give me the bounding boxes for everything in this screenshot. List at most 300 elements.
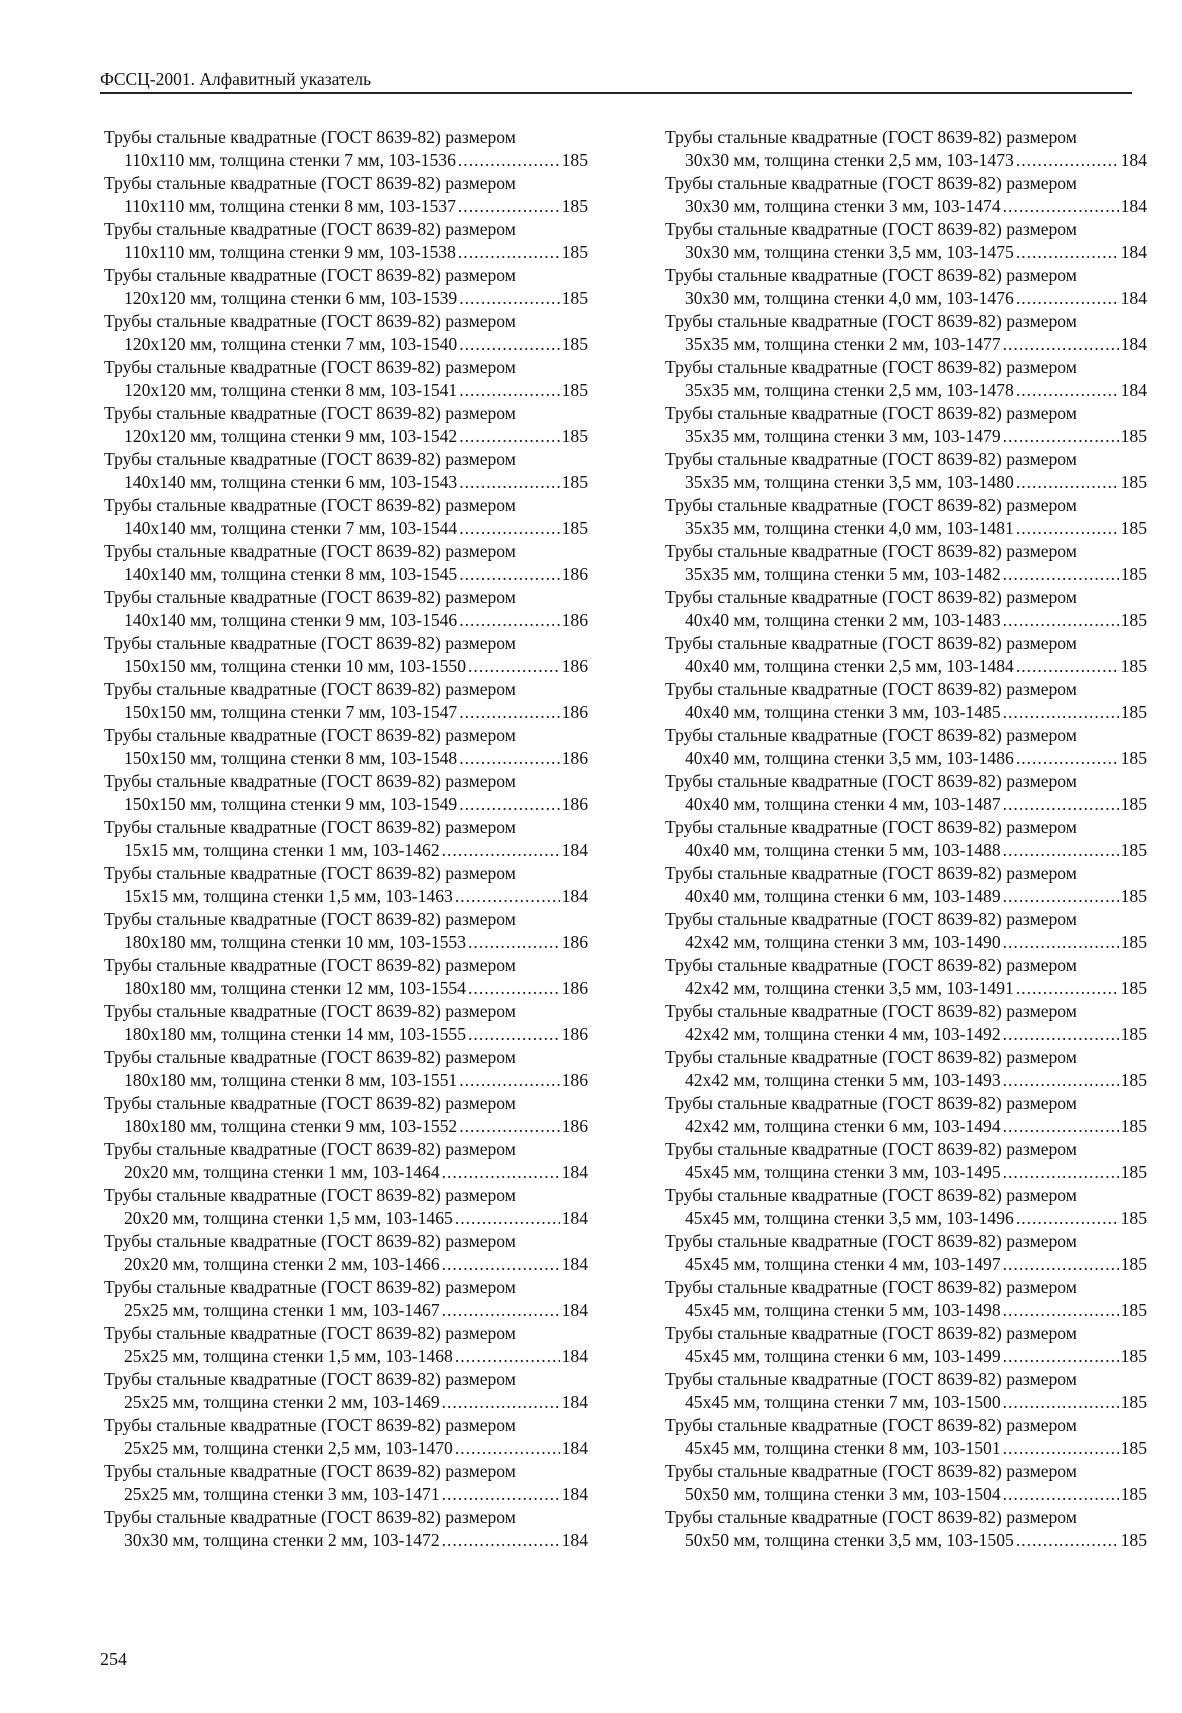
entry-detail: 40x40 мм, толщина стенки 2,5 мм, 103-1484: [685, 656, 1014, 676]
entry-title: Трубы стальные квадратные (ГОСТ 8639-82) размером: [665, 1047, 1077, 1067]
entry-detail-line: [665, 1253, 1147, 1276]
entry-detail-line: [665, 609, 1147, 632]
index-entry: [665, 1460, 1147, 1506]
dot-leader: [1003, 1483, 1119, 1506]
entry-detail: 110x110 мм, толщина стенки 9 мм, 103-1538: [124, 242, 456, 262]
entry-page-number: 185: [1120, 978, 1147, 998]
entry-detail: 35x35 мм, толщина стенки 2 мм, 103-1477: [685, 334, 1001, 354]
entry-title: Трубы стальные квадратные (ГОСТ 8639-82) размером: [104, 1415, 516, 1435]
entry-title: Трубы стальные квадратные (ГОСТ 8639-82) размером: [104, 219, 516, 239]
index-column-right: [665, 126, 1147, 1552]
dot-leader: [1003, 1023, 1119, 1046]
index-entry: [104, 632, 588, 678]
page-number: 254: [100, 1649, 127, 1669]
entry-detail-line: [104, 1115, 588, 1138]
entry-page-number: 184: [561, 1438, 588, 1458]
entry-detail-line: [104, 1529, 588, 1552]
entry-detail: 35x35 мм, толщина стенки 4,0 мм, 103-1481: [685, 518, 1014, 538]
dot-leader: [442, 1299, 560, 1322]
entry-detail: 120x120 мм, толщина стенки 9 мм, 103-1542: [124, 426, 458, 446]
index-entry: [665, 586, 1147, 632]
entry-detail: 180x180 мм, толщина стенки 8 мм, 103-1551: [124, 1070, 458, 1090]
dot-leader: [1016, 287, 1119, 310]
entry-detail-line: [665, 287, 1147, 310]
entry-title: Трубы стальные квадратные (ГОСТ 8639-82) размером: [665, 1231, 1077, 1251]
dot-leader: [459, 425, 559, 448]
entry-detail: 25x25 мм, толщина стенки 1 мм, 103-1467: [124, 1300, 440, 1320]
entry-page-number: 185: [1120, 932, 1147, 952]
entry-detail: 42x42 мм, толщина стенки 4 мм, 103-1492: [685, 1024, 1001, 1044]
index-entry: [104, 218, 588, 264]
entry-title: Трубы стальные квадратные (ГОСТ 8639-82) размером: [104, 127, 516, 147]
entry-title: Трубы стальные квадратные (ГОСТ 8639-82) размером: [665, 1185, 1077, 1205]
entry-detail: 45x45 мм, толщина стенки 6 мм, 103-1499: [685, 1346, 1001, 1366]
entry-page-number: 185: [1120, 1346, 1147, 1366]
entry-detail: 180x180 мм, толщина стенки 14 мм, 103-1555: [124, 1024, 467, 1044]
entry-detail: 40x40 мм, толщина стенки 4 мм, 103-1487: [685, 794, 1001, 814]
entry-detail-line: [665, 793, 1147, 816]
entry-detail-line: [104, 1023, 588, 1046]
entry-page-number: 185: [561, 472, 588, 492]
entry-title: Трубы стальные квадратные (ГОСТ 8639-82) размером: [104, 1047, 516, 1067]
entry-page-number: 186: [561, 610, 588, 630]
entry-page-number: 185: [1120, 886, 1147, 906]
entry-title: Трубы стальные квадратные (ГОСТ 8639-82) размером: [665, 817, 1077, 837]
entry-detail-line: [665, 149, 1147, 172]
entry-page-number: 184: [561, 1254, 588, 1274]
entry-detail: 25x25 мм, толщина стенки 2,5 мм, 103-1470: [124, 1438, 453, 1458]
entry-page-number: 185: [1120, 472, 1147, 492]
entry-detail: 110x110 мм, толщина стенки 8 мм, 103-1537: [124, 196, 456, 216]
dot-leader: [1016, 1529, 1119, 1552]
entry-title: Трубы стальные квадратные (ГОСТ 8639-82) размером: [665, 173, 1077, 193]
entry-page-number: 186: [561, 748, 588, 768]
entry-title: Трубы стальные квадратные (ГОСТ 8639-82) размером: [104, 173, 516, 193]
entry-title: Трубы стальные квадратные (ГОСТ 8639-82) размером: [665, 909, 1077, 929]
index-entry: [665, 1184, 1147, 1230]
entry-detail-line: [104, 379, 588, 402]
entry-detail-line: [104, 241, 588, 264]
entry-page-number: 184: [1120, 196, 1147, 216]
entry-title: Трубы стальные квадратные (ГОСТ 8639-82) размером: [104, 1231, 516, 1251]
entry-page-number: 185: [561, 334, 588, 354]
dot-leader: [1003, 563, 1119, 586]
dot-leader: [455, 1207, 560, 1230]
index-entry: [104, 1506, 588, 1552]
entry-detail: 120x120 мм, толщина стенки 8 мм, 103-1541: [124, 380, 458, 400]
entry-page-number: 184: [561, 1346, 588, 1366]
entry-title: Трубы стальные квадратные (ГОСТ 8639-82) размером: [104, 1185, 516, 1205]
dot-leader: [458, 241, 560, 264]
entry-title: Трубы стальные квадратные (ГОСТ 8639-82) размером: [665, 311, 1077, 331]
dot-leader: [455, 885, 560, 908]
entry-detail: 40x40 мм, толщина стенки 2 мм, 103-1483: [685, 610, 1001, 630]
index-entry: [665, 632, 1147, 678]
dot-leader: [1003, 1253, 1119, 1276]
header-title: ФССЦ-2001. Алфавитный указатель: [100, 69, 372, 89]
index-entry: [665, 1322, 1147, 1368]
dot-leader: [1003, 839, 1119, 862]
index-entry: [665, 1276, 1147, 1322]
dot-leader: [1003, 333, 1119, 356]
index-entry: [104, 586, 588, 632]
entry-title: Трубы стальные квадратные (ГОСТ 8639-82) размером: [665, 1093, 1077, 1113]
entry-detail-line: [665, 747, 1147, 770]
index-entry: [104, 1322, 588, 1368]
entry-page-number: 185: [561, 426, 588, 446]
entry-detail: 45x45 мм, толщина стенки 7 мм, 103-1500: [685, 1392, 1001, 1412]
entry-detail: 20x20 мм, толщина стенки 1,5 мм, 103-1465: [124, 1208, 453, 1228]
entry-detail: 120x120 мм, толщина стенки 6 мм, 103-1539: [124, 288, 458, 308]
entry-title: Трубы стальные квадратные (ГОСТ 8639-82) размером: [104, 679, 516, 699]
dot-leader: [459, 609, 559, 632]
entry-title: Трубы стальные квадратные (ГОСТ 8639-82) размером: [665, 1001, 1077, 1021]
entry-page-number: 185: [1120, 1162, 1147, 1182]
entry-page-number: 185: [1120, 564, 1147, 584]
entry-detail-line: [104, 563, 588, 586]
index-entry: [104, 540, 588, 586]
entry-detail-line: [104, 931, 588, 954]
entry-title: Трубы стальные квадратные (ГОСТ 8639-82) размером: [104, 633, 516, 653]
dot-leader: [442, 839, 560, 862]
index-entry: [665, 356, 1147, 402]
entry-detail: 15x15 мм, толщина стенки 1,5 мм, 103-1463: [124, 886, 453, 906]
entry-title: Трубы стальные квадратные (ГОСТ 8639-82) размером: [665, 725, 1077, 745]
entry-title: Трубы стальные квадратные (ГОСТ 8639-82) размером: [104, 449, 516, 469]
dot-leader: [468, 1023, 560, 1046]
entry-page-number: 184: [561, 1392, 588, 1412]
entry-detail-line: [665, 1299, 1147, 1322]
dot-leader: [1003, 1345, 1119, 1368]
entry-detail-line: [665, 471, 1147, 494]
index-entry: [665, 678, 1147, 724]
index-entry: [104, 310, 588, 356]
entry-title: Трубы стальные квадратные (ГОСТ 8639-82) размером: [665, 1323, 1077, 1343]
entry-detail-line: [665, 701, 1147, 724]
index-entry: [665, 1138, 1147, 1184]
entry-detail: 15x15 мм, толщина стенки 1 мм, 103-1462: [124, 840, 440, 860]
dot-leader: [1003, 1391, 1119, 1414]
entry-title: Трубы стальные квадратные (ГОСТ 8639-82) размером: [665, 1277, 1077, 1297]
entry-detail: 180x180 мм, толщина стенки 9 мм, 103-1552: [124, 1116, 458, 1136]
entry-detail-line: [665, 1437, 1147, 1460]
entry-page-number: 184: [561, 1208, 588, 1228]
dot-leader: [459, 563, 559, 586]
entry-title: Трубы стальные квадратные (ГОСТ 8639-82) размером: [104, 1093, 516, 1113]
index-entry: [104, 954, 588, 1000]
entry-page-number: 185: [1120, 1530, 1147, 1550]
entry-detail: 42x42 мм, толщина стенки 5 мм, 103-1493: [685, 1070, 1001, 1090]
index-entry: [665, 770, 1147, 816]
dot-leader: [459, 379, 559, 402]
dot-leader: [442, 1483, 560, 1506]
entry-title: Трубы стальные квадратные (ГОСТ 8639-82) размером: [104, 1277, 516, 1297]
entry-page-number: 185: [1120, 748, 1147, 768]
dot-leader: [1003, 1437, 1119, 1460]
entry-title: Трубы стальные квадратные (ГОСТ 8639-82) размером: [665, 495, 1077, 515]
index-entry: [665, 1506, 1147, 1552]
entry-detail-line: [104, 839, 588, 862]
entry-title: Трубы стальные квадратные (ГОСТ 8639-82) размером: [104, 909, 516, 929]
index-entry: [104, 1000, 588, 1046]
entry-title: Трубы стальные квадратные (ГОСТ 8639-82) размером: [665, 1139, 1077, 1159]
entry-page-number: 185: [1120, 1116, 1147, 1136]
entry-title: Трубы стальные квадратные (ГОСТ 8639-82) размером: [104, 1369, 516, 1389]
dot-leader: [1003, 793, 1119, 816]
entry-detail-line: [665, 517, 1147, 540]
entry-detail-line: [104, 195, 588, 218]
index-entry: [104, 678, 588, 724]
dot-leader: [468, 655, 560, 678]
dot-leader: [1003, 1069, 1119, 1092]
entry-detail-line: [104, 1299, 588, 1322]
index-entry: [665, 862, 1147, 908]
entry-title: Трубы стальные квадратные (ГОСТ 8639-82) размером: [104, 1139, 516, 1159]
entry-detail: 140x140 мм, толщина стенки 7 мм, 103-1544: [124, 518, 458, 538]
entry-detail-line: [104, 1345, 588, 1368]
entry-detail-line: [104, 517, 588, 540]
dot-leader: [459, 287, 559, 310]
dot-leader: [1016, 517, 1119, 540]
entry-title: Трубы стальные квадратные (ГОСТ 8639-82) размером: [665, 265, 1077, 285]
entry-detail-line: [665, 1207, 1147, 1230]
dot-leader: [459, 471, 559, 494]
entry-title: Трубы стальные квадратные (ГОСТ 8639-82) размером: [665, 403, 1077, 423]
entry-detail-line: [665, 931, 1147, 954]
entry-detail: 45x45 мм, толщина стенки 4 мм, 103-1497: [685, 1254, 1001, 1274]
entry-detail-line: [104, 1391, 588, 1414]
index-entry: [104, 356, 588, 402]
entry-page-number: 185: [561, 380, 588, 400]
entry-detail-line: [665, 977, 1147, 1000]
entry-page-number: 185: [561, 288, 588, 308]
entry-detail-line: [104, 333, 588, 356]
entry-title: Трубы стальные квадратные (ГОСТ 8639-82) размером: [665, 771, 1077, 791]
index-entry: [104, 1368, 588, 1414]
dot-leader: [1003, 425, 1119, 448]
entry-detail: 42x42 мм, толщина стенки 6 мм, 103-1494: [685, 1116, 1001, 1136]
entry-page-number: 185: [1120, 702, 1147, 722]
index-entry: [665, 1230, 1147, 1276]
entry-detail-line: [104, 701, 588, 724]
entry-detail: 30x30 мм, толщина стенки 3,5 мм, 103-1475: [685, 242, 1014, 262]
index-entry: [665, 1368, 1147, 1414]
dot-leader: [1003, 701, 1119, 724]
entry-page-number: 185: [1120, 1208, 1147, 1228]
dot-leader: [1016, 747, 1119, 770]
index-entry: [104, 126, 588, 172]
entry-detail: 50x50 мм, толщина стенки 3,5 мм, 103-1505: [685, 1530, 1014, 1550]
index-entry: [665, 540, 1147, 586]
entry-detail: 40x40 мм, толщина стенки 3,5 мм, 103-1486: [685, 748, 1014, 768]
entry-detail: 45x45 мм, толщина стенки 3 мм, 103-1495: [685, 1162, 1001, 1182]
entry-detail-line: [104, 609, 588, 632]
entry-detail: 50x50 мм, толщина стенки 3 мм, 103-1504: [685, 1484, 1001, 1504]
entry-detail-line: [665, 1345, 1147, 1368]
index-entry: [104, 494, 588, 540]
entry-title: Трубы стальные квадратные (ГОСТ 8639-82) размером: [104, 495, 516, 515]
entry-detail: 40x40 мм, толщина стенки 5 мм, 103-1488: [685, 840, 1001, 860]
entry-page-number: 186: [561, 564, 588, 584]
entry-detail: 40x40 мм, толщина стенки 3 мм, 103-1485: [685, 702, 1001, 722]
entry-detail-line: [665, 241, 1147, 264]
entry-detail-line: [104, 1069, 588, 1092]
entry-page-number: 185: [1120, 518, 1147, 538]
entry-page-number: 186: [561, 702, 588, 722]
index-entry: [104, 908, 588, 954]
entry-page-number: 185: [1120, 1254, 1147, 1274]
entry-detail: 140x140 мм, толщина стенки 6 мм, 103-1543: [124, 472, 458, 492]
index-column-left: [104, 126, 588, 1552]
entry-title: Трубы стальные квадратные (ГОСТ 8639-82) размером: [665, 541, 1077, 561]
entry-page-number: 186: [561, 656, 588, 676]
entry-detail-line: [104, 793, 588, 816]
entry-detail-line: [665, 655, 1147, 678]
entry-detail-line: [665, 379, 1147, 402]
dot-leader: [1016, 149, 1119, 172]
entry-detail: 150x150 мм, толщина стенки 9 мм, 103-1549: [124, 794, 458, 814]
entry-detail-line: [665, 1391, 1147, 1414]
entry-detail-line: [665, 1483, 1147, 1506]
dot-leader: [1003, 1299, 1119, 1322]
dot-leader: [459, 747, 559, 770]
index-entry: [104, 402, 588, 448]
entry-detail-line: [104, 149, 588, 172]
index-entry: [104, 1184, 588, 1230]
entry-page-number: 184: [1120, 242, 1147, 262]
entry-page-number: 186: [561, 794, 588, 814]
entry-detail-line: [665, 425, 1147, 448]
entry-title: Трубы стальные квадратные (ГОСТ 8639-82) размером: [104, 357, 516, 377]
entry-detail-line: [665, 1529, 1147, 1552]
entry-page-number: 184: [561, 1530, 588, 1550]
entry-page-number: 185: [1120, 1024, 1147, 1044]
entry-title: Трубы стальные квадратные (ГОСТ 8639-82) размером: [665, 219, 1077, 239]
entry-page-number: 186: [561, 1070, 588, 1090]
entry-detail-line: [665, 1069, 1147, 1092]
dot-leader: [458, 149, 560, 172]
entry-title: Трубы стальные квадратные (ГОСТ 8639-82) размером: [665, 357, 1077, 377]
entry-title: Трубы стальные квадратные (ГОСТ 8639-82) размером: [665, 955, 1077, 975]
entry-detail: 45x45 мм, толщина стенки 5 мм, 103-1498: [685, 1300, 1001, 1320]
entry-page-number: 186: [561, 1024, 588, 1044]
index-entry: [104, 724, 588, 770]
entry-detail-line: [104, 1207, 588, 1230]
entry-detail: 150x150 мм, толщина стенки 10 мм, 103-1550: [124, 656, 467, 676]
entry-page-number: 185: [1120, 426, 1147, 446]
entry-title: Трубы стальные квадратные (ГОСТ 8639-82) размером: [665, 587, 1077, 607]
entry-detail: 20x20 мм, толщина стенки 2 мм, 103-1466: [124, 1254, 440, 1274]
entry-page-number: 185: [1120, 1484, 1147, 1504]
entry-page-number: 185: [1120, 1300, 1147, 1320]
entry-title: Трубы стальные квадратные (ГОСТ 8639-82) размером: [104, 955, 516, 975]
dot-leader: [459, 701, 559, 724]
entry-page-number: 185: [561, 518, 588, 538]
entry-detail: 35x35 мм, толщина стенки 3 мм, 103-1479: [685, 426, 1001, 446]
entry-detail: 45x45 мм, толщина стенки 3,5 мм, 103-1496: [685, 1208, 1014, 1228]
entry-detail: 120x120 мм, толщина стенки 7 мм, 103-1540: [124, 334, 458, 354]
dot-leader: [1003, 195, 1119, 218]
dot-leader: [468, 931, 560, 954]
entry-page-number: 185: [1120, 1392, 1147, 1412]
entry-detail-line: [665, 333, 1147, 356]
entry-detail-line: [665, 1023, 1147, 1046]
entry-detail-line: [104, 471, 588, 494]
entry-detail: 30x30 мм, толщина стенки 2 мм, 103-1472: [124, 1530, 440, 1550]
entry-page-number: 185: [1120, 840, 1147, 860]
index-entry: [104, 1230, 588, 1276]
dot-leader: [442, 1529, 560, 1552]
entry-page-number: 184: [1120, 150, 1147, 170]
dot-leader: [455, 1345, 560, 1368]
entry-detail: 140x140 мм, толщина стенки 9 мм, 103-1546: [124, 610, 458, 630]
entry-detail: 150x150 мм, толщина стенки 7 мм, 103-1547: [124, 702, 458, 722]
entry-title: Трубы стальные квадратные (ГОСТ 8639-82) размером: [104, 725, 516, 745]
entry-detail-line: [665, 563, 1147, 586]
entry-page-number: 186: [561, 1116, 588, 1136]
entry-title: Трубы стальные квадратные (ГОСТ 8639-82) размером: [665, 1507, 1077, 1527]
entry-detail: 180x180 мм, толщина стенки 12 мм, 103-1554: [124, 978, 467, 998]
dot-leader: [1003, 1161, 1119, 1184]
entry-page-number: 184: [561, 1300, 588, 1320]
index-entry: [104, 862, 588, 908]
dot-leader: [455, 1437, 560, 1460]
entry-detail-line: [104, 287, 588, 310]
entry-detail: 150x150 мм, толщина стенки 8 мм, 103-1548: [124, 748, 458, 768]
entry-title: Трубы стальные квадратные (ГОСТ 8639-82) размером: [665, 633, 1077, 653]
dot-leader: [1016, 977, 1119, 1000]
entry-page-number: 185: [561, 150, 588, 170]
entry-title: Трубы стальные квадратные (ГОСТ 8639-82) размером: [665, 1415, 1077, 1435]
entry-page-number: 184: [1120, 334, 1147, 354]
entry-detail-line: [665, 1161, 1147, 1184]
entry-page-number: 184: [561, 1162, 588, 1182]
index-entry: [104, 1414, 588, 1460]
entry-title: Трубы стальные квадратные (ГОСТ 8639-82) размером: [104, 403, 516, 423]
entry-page-number: 185: [1120, 656, 1147, 676]
entry-page-number: 185: [1120, 1438, 1147, 1458]
dot-leader: [458, 195, 560, 218]
entry-title: Трубы стальные квадратные (ГОСТ 8639-82) размером: [665, 127, 1077, 147]
index-entry: [104, 448, 588, 494]
entry-detail-line: [104, 1253, 588, 1276]
entry-detail-line: [104, 977, 588, 1000]
entry-title: Трубы стальные квадратные (ГОСТ 8639-82) размером: [104, 311, 516, 331]
index-entry: [104, 1138, 588, 1184]
dot-leader: [442, 1161, 560, 1184]
entry-page-number: 184: [561, 886, 588, 906]
entry-title: Трубы стальные квадратные (ГОСТ 8639-82) размером: [104, 541, 516, 561]
entry-detail: 180x180 мм, толщина стенки 10 мм, 103-1553: [124, 932, 467, 952]
entry-detail: 42x42 мм, толщина стенки 3 мм, 103-1490: [685, 932, 1001, 952]
index-entry: [665, 264, 1147, 310]
entry-page-number: 185: [561, 196, 588, 216]
entry-detail: 35x35 мм, толщина стенки 2,5 мм, 103-1478: [685, 380, 1014, 400]
index-entry: [665, 494, 1147, 540]
entry-detail: 25x25 мм, толщина стенки 1,5 мм, 103-1468: [124, 1346, 453, 1366]
dot-leader: [1016, 379, 1119, 402]
entry-title: Трубы стальные квадратные (ГОСТ 8639-82) размером: [104, 1323, 516, 1343]
index-entry: [665, 1092, 1147, 1138]
entry-page-number: 186: [561, 932, 588, 952]
dot-leader: [1016, 655, 1119, 678]
entry-title: Трубы стальные квадратные (ГОСТ 8639-82) размером: [104, 587, 516, 607]
index-entry: [665, 310, 1147, 356]
dot-leader: [468, 977, 560, 1000]
entry-detail-line: [104, 1161, 588, 1184]
index-entry: [104, 1046, 588, 1092]
index-entry: [665, 1046, 1147, 1092]
